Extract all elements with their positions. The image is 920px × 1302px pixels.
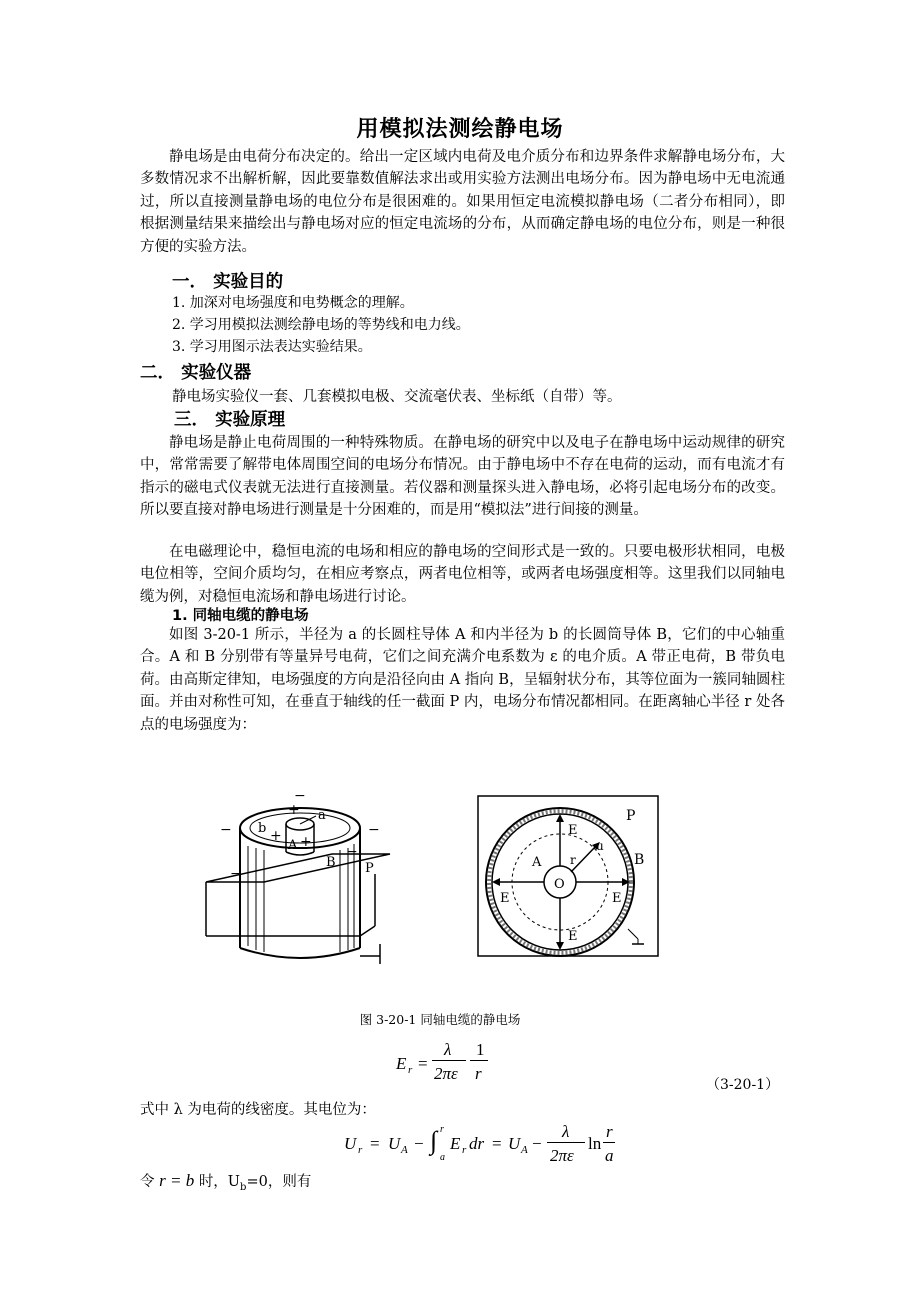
condition-mid: 时，U bbox=[198, 1174, 241, 1190]
label-E-bottom: E bbox=[568, 929, 578, 944]
list-item: 2. 学习用模拟法测绘静电场的等势线和电力线。 bbox=[172, 317, 470, 333]
label-P: P bbox=[626, 808, 636, 824]
svg-text:−: − bbox=[220, 822, 232, 838]
svg-text:−: − bbox=[346, 844, 358, 860]
eq1-lhs: E bbox=[396, 1054, 407, 1073]
section-heading-purpose: 一． 实验目的 bbox=[172, 272, 284, 292]
eq2-lower: a bbox=[440, 1152, 445, 1163]
list-item: 1. 加深对电场强度和电势概念的理解。 bbox=[172, 295, 414, 311]
eq2-ln: ln bbox=[588, 1134, 602, 1153]
label-b: b bbox=[258, 821, 267, 836]
label-B: B bbox=[326, 855, 336, 870]
list-item: 3. 学习用图示法表达实验结果。 bbox=[172, 339, 372, 355]
label-E-top: E bbox=[568, 823, 578, 838]
subsection-heading: 1. 同轴电缆的静电场 bbox=[172, 608, 309, 624]
label-A: A bbox=[532, 855, 542, 870]
equation-potential: U r = U A − ∫ r a E r dr = U A − λ 2πε ln r a bbox=[344, 1122, 614, 1165]
eq2-upper: r bbox=[440, 1124, 444, 1135]
eq1-num: λ bbox=[444, 1040, 452, 1059]
eq2-lhs-sub: r bbox=[358, 1144, 363, 1156]
section-heading-equipment: 二． 实验仪器 bbox=[140, 363, 252, 383]
page-title: 用模拟法测绘静电场 bbox=[356, 117, 564, 142]
subsection-paragraph: 如图 3-20-1 所示，半径为 a 的长圆柱导体 A 和内半径为 b 的长圆筒导体 B，它们的中心轴重合。A 和 B 分别带有等量异号电荷，它们之间充满介电系数为 ε 的电介质。A 带正电荷，B 带负电荷。由高斯定律知，电场强度的方向是沿径向由 A 指向 B，呈辐射状分布，其等位面为一簇同轴圆柱面。并由对称性可知，在垂直于轴线的任一截面 P 内，电场分布情况都相同。在距离轴心半径 r 处各点的电场强度为： bbox=[140, 627, 785, 733]
principle-paragraph-1: 静电场是静止电荷周围的一种特殊物质。在静电场的研究中以及电子在静电场中运动规律的研究中，常常需要了解带电体周围空间的电场分布情况。由于静电场中不存在电荷的运动，而有电流才有指示的磁电式仪表就无法进行直接测量。若仪器和测量探头进入静电场，必将引起电场分布的改变。所以要直接对静电场进行测量是十分困难的，而是用“模拟法”进行间接的测量。 bbox=[140, 435, 785, 519]
eq1-den2: r bbox=[475, 1064, 482, 1083]
label-B: B bbox=[634, 852, 645, 868]
condition-pre: 令 bbox=[140, 1174, 155, 1190]
eq2-ua: U bbox=[388, 1134, 401, 1153]
label-E-left: E bbox=[500, 891, 510, 906]
equation-number: （3-20-1） bbox=[706, 1077, 780, 1093]
equipment-text: 静电场实验仪一套、几套模拟电极、交流毫伏表、坐标纸（自带）等。 bbox=[172, 389, 622, 405]
coaxial-cable-cross-section-figure bbox=[476, 794, 662, 960]
condition-sub: b bbox=[240, 1181, 247, 1193]
label-A: A bbox=[288, 838, 298, 853]
svg-text:−: − bbox=[230, 866, 242, 882]
equation-3-20-1: E r = λ 2πε 1 r bbox=[396, 1040, 506, 1090]
condition-post: =0，则有 bbox=[246, 1174, 312, 1190]
coaxial-cable-3d-figure bbox=[200, 786, 400, 966]
label-r: r bbox=[570, 853, 576, 867]
eq2-ln-num: r bbox=[606, 1122, 613, 1141]
eq1-lhs-sub: r bbox=[408, 1064, 413, 1076]
svg-text:+: + bbox=[288, 802, 300, 818]
eq2-dr: dr bbox=[469, 1134, 485, 1153]
eq2-integrand-sub: r bbox=[462, 1144, 467, 1156]
svg-text:−: − bbox=[294, 788, 306, 804]
label-u: u bbox=[596, 839, 604, 853]
eq2-den: 2πε bbox=[550, 1146, 574, 1165]
svg-text:+: + bbox=[270, 828, 282, 844]
label-P: P bbox=[365, 861, 374, 876]
eq1-den: 2πε bbox=[434, 1064, 458, 1083]
eq2-num: λ bbox=[562, 1122, 570, 1141]
condition-expr: r = b bbox=[159, 1171, 195, 1190]
eq1-num2: 1 bbox=[476, 1040, 485, 1059]
eq2-integrand: E bbox=[450, 1134, 461, 1153]
eq2-ua-sub: A bbox=[401, 1144, 408, 1156]
condition-line bbox=[140, 1170, 311, 1193]
label-O: O bbox=[554, 877, 565, 892]
eq1-explanation: 式中 λ 为电荷的线密度。其电位为： bbox=[140, 1102, 376, 1118]
svg-text:−: − bbox=[368, 822, 380, 838]
label-E-right: E bbox=[612, 891, 622, 906]
figure-caption: 图 3-20-1 同轴电缆的静电场 bbox=[359, 1012, 521, 1027]
svg-text:+: + bbox=[300, 834, 312, 850]
intro-paragraph: 静电场是由电荷分布决定的。给出一定区域内电荷及电介质分布和边界条件求解静电场分布，大多数情况求不出解析解，因此要靠数值解法求出或用实验方法测出电场分布。因为静电场中无电流通过，所以直接测量静电场的电位分布是很困难的。如果用恒定电流模拟静电场（二者分布相同），即根据测量结果来描绘出与静电场对应的恒定电流场的分布，从而确定静电场的电位分布，则是一种很方便的实验方法。 bbox=[140, 149, 785, 255]
section-heading-principle: 三． 实验原理 bbox=[174, 410, 286, 430]
label-a: a bbox=[318, 808, 326, 823]
principle-paragraph-2: 在电磁理论中，稳恒电流的电场和相应的静电场的空间形式是一致的。只要电极形状相同，电极电位相等，空间介质均匀，在相应考察点，两者电位相等，或两者电场强度相等。这里我们以同轴电缆为例，对稳恒电流场和静电场进行讨论。 bbox=[140, 544, 785, 605]
eq2-ln-den: a bbox=[605, 1146, 614, 1165]
eq2-lhs: U bbox=[344, 1134, 357, 1153]
